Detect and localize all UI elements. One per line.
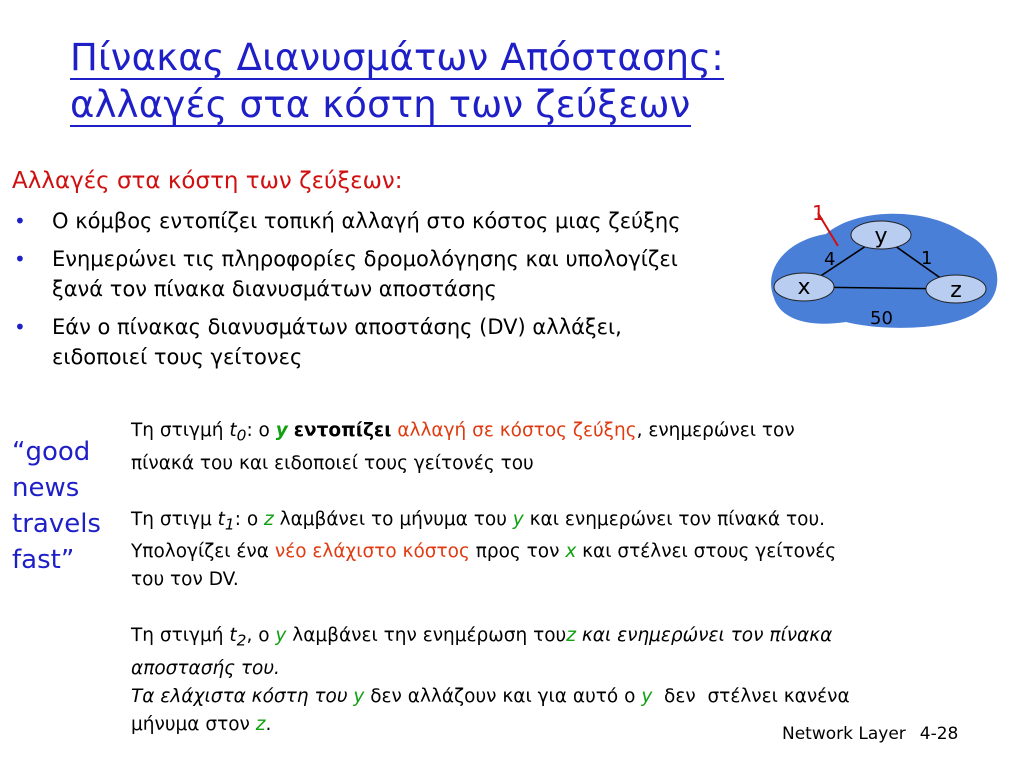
quote-line: fast” [12,545,75,575]
bullet-text: ξανά τον πίνακα διανυσμάτων αποστάσης [52,277,497,301]
text-run: μήνυμα στον [131,714,256,736]
page-number: 4-28 [919,724,959,744]
node-ref-z: z [264,508,274,530]
time-subscript: 0 [236,426,247,445]
text-run: και ενημερώνει τον πίνακά του. [523,508,826,530]
quote-line: “good [12,437,91,467]
text-run: : ο [234,508,265,530]
footer-label: Network Layer [782,724,906,744]
bullet-icon: • [14,315,26,339]
bullet-text: ειδοποιεί τους γείτονες [52,345,303,369]
slide-title-line2: αλλαγές στα κόστη των ζεύξεων [70,83,691,126]
link-yz-cost: 1 [921,248,933,269]
text-run-bold: εντοπίζει [293,420,392,441]
text-run: λαμβάνει την ενημέρωση του [286,625,567,647]
time-subscript: 2 [236,632,247,651]
text-run: δεν αλλάζουν και για αυτό ο [364,686,642,708]
slide-footer [782,724,972,744]
link-xy-new-cost: 1 [812,201,825,225]
bullet-item [12,206,802,236]
quote-line: travels [12,509,101,539]
bullet-text: Ενημερώνει τις πληροφορίες δρομολόγησης και υπολογίζει [52,247,678,271]
text-run: , ενημερώνει τον [636,420,795,441]
slide-title [70,34,830,128]
node-ref-x: x [565,541,577,563]
node-x-label: x [797,275,811,300]
explanation-text [131,417,1001,767]
text-run: : ο [246,420,276,441]
node-y-label: y [874,224,888,249]
time-symbol: t [229,420,237,441]
node-z-label: z [950,278,962,303]
text-run: πίνακά του και ειδοποιεί τους γείτονές του [131,452,534,474]
text-run: , ο [246,625,276,647]
paragraph-t1 [131,506,1001,595]
paragraph-t2 [131,622,1001,739]
bullet-icon: • [14,209,26,233]
text-run: Υπολογίζει ένα [131,541,275,563]
node-ref-y: y [275,420,288,441]
bullet-item [12,312,802,372]
bullet-text: Εάν ο πίνακας διανυσμάτων αποστάσης (DV) αλλάξει, [52,315,622,339]
quote-line: news [12,473,80,503]
node-ref-y: y [641,686,653,708]
time-symbol: t [229,625,237,647]
text-run-italic: και ενημερώνει τον πίνακα [575,625,833,647]
node-ref-y: y [275,625,287,647]
bullet-item [12,244,802,304]
text-run: δεν στέλνει κανένα [652,686,850,708]
text-run: του τον DV. [131,569,239,591]
text-run: Τη στιγμή [131,625,230,647]
highlight-text: αλλαγή σε κόστος ζεύξης [397,420,637,441]
node-ref-z: z [255,714,266,736]
slide-title-line1: Πίνακας Διανυσμάτων Απόστασης: [70,36,724,79]
text-run: . [265,714,272,736]
bullet-text: Ο κόμβος εντοπίζει τοπική αλλαγή στο κόστος μιας ζεύξης [52,209,681,233]
bullet-icon: • [14,247,26,271]
link-xy-old-cost: 4 [824,249,836,270]
text-run: Τη στιγμή [131,420,230,441]
paragraph-t0 [131,417,1001,478]
text-run-italic: αποστασής του. [131,658,280,680]
node-ref-y: y [353,686,365,708]
bullet-list [12,206,802,380]
highlight-text: νέο ελάχιστο κόστος [274,541,470,563]
link-xz-cost: 50 [870,308,893,329]
time-subscript: 1 [224,515,235,534]
node-ref-y: y [512,508,524,530]
text-run-italic: Τα ελάχιστα κόστη του [131,686,354,708]
network-diagram [766,198,1006,338]
good-news-quote [12,434,122,578]
text-run: λαμβάνει το μήνυμα του [273,508,513,530]
text-run: Τη στιγμ [131,508,218,530]
subheading: Αλλαγές στα κόστη των ζεύξεων: [12,168,403,194]
text-run: προς τον [469,541,566,563]
time-symbol: t [217,508,225,530]
text-run: και στέλνει στους γείτονές [576,541,837,563]
node-ref-z: z [566,625,576,647]
